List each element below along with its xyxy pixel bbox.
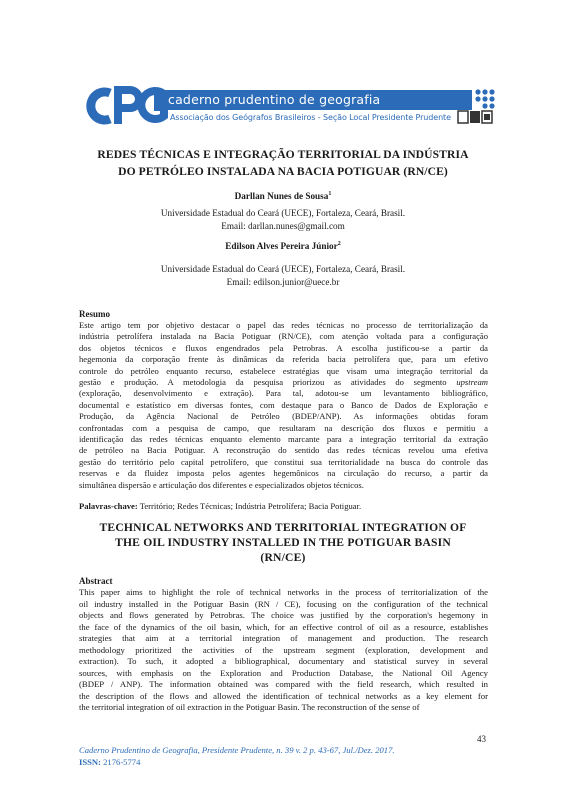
keywords-label: Palavras-chave: (79, 501, 138, 511)
abstract-body (79, 587, 488, 714)
keywords-text: Território; Redes Técnicas; Indústria Petrolífera; Bacia Potiguar. (139, 501, 362, 511)
abstract-line: objects and flows generated by Petrobras. The choice was justified by the corporation's hegemony in (79, 610, 488, 620)
agb-seal-icon (457, 110, 493, 124)
issn-value: 2176-5774 (100, 757, 141, 767)
keywords (79, 501, 361, 511)
resumo-line: Este artigo tem por objetivo destacar o papel das redes técnicas no processo de territorialização da (79, 320, 488, 330)
author-name (60, 241, 506, 251)
issn-label: ISSN: (79, 757, 101, 767)
resumo-line: documental e estatístico em diversas fontes, com destaque para o Banco de Dados de Exploração e (79, 399, 488, 410)
abstract-line: the face of the dynamics of the oil basin, which, for an effective control of oil as a resource, establishes (79, 621, 488, 632)
resumo-line: dos objetos técnicos e fluxos engendrados pela Petrobras. A escolha justificou-se a partir da (79, 342, 488, 353)
resumo-line: simultânea dispersão e articulação dos diferentes e especializados objetos técnicos. (79, 479, 364, 490)
author-footnote-marker: 2 (337, 241, 341, 247)
article-title-pt (60, 146, 506, 180)
abstract-line: methodology prioritized the activities of the upstream segment (exploration, development and (79, 644, 488, 655)
abstract-line: oil industry installed in the Potiguar Basin (RN / CE), focusing on the configuration of the technical (79, 598, 488, 609)
article-title-en (60, 520, 506, 565)
banner-subtitle: Associação dos Geógrafos Brasileiros - Seção Local Presidente Prudente (170, 113, 451, 122)
title-pt-line: REDES TÉCNICAS E INTEGRAÇÃO TERRITORIAL DA INDÚSTRIA (97, 148, 469, 161)
abstract-heading: Abstract (79, 576, 113, 586)
title-en-line: (RN/CE) (260, 551, 306, 564)
issn-line (79, 757, 140, 767)
resumo-line: identificação das redes técnicas enquanto elemento marcante para a integração territorial da extração (79, 434, 488, 445)
resumo-line: reservas e da fluidez imposta pelos agentes hegemônicos na circulação do recurso, a partir da (79, 468, 488, 479)
author-email: Email: darllan.nunes@gmail.com (221, 221, 345, 231)
title-en-line: TECHNICAL NETWORKS AND TERRITORIAL INTEGRATION OF (99, 521, 467, 534)
resumo-line: confrontadas com a pesquisa de campo, que resultaram na descrição dos fluxos e permitiu a (79, 422, 488, 433)
resumo-line: controle do petróleo enquanto recurso, estabelece estratégias que visam uma integração territorial da (79, 365, 488, 376)
author-affiliation (60, 263, 506, 289)
author-affiliation (60, 207, 506, 233)
affiliation-text: Universidade Estadual do Ceará (UECE), Fortaleza, Ceará, Brasil. (160, 208, 406, 218)
resumo-line: Produção, da Agência Nacional de Petróleo (BDEP/ANP). As informações obtidas foram (79, 411, 488, 422)
author-name-text: Edilson Alves Pereira Júnior (225, 241, 338, 252)
dots-icon (474, 88, 496, 110)
title-en-line: THE OIL INDUSTRY INSTALLED IN THE POTIGUAR BASIN (115, 536, 451, 549)
resumo-line: (exploração, desenvolvimento e extração). Para tal, adotou-se um levantamento bibliográfico, (79, 388, 488, 399)
abstract-line: the description of the flows and allowed the identification of technical networks as a key element for (79, 690, 488, 701)
banner-title: caderno prudentino de geografia (168, 92, 381, 107)
resumo-body (79, 320, 488, 491)
abstract-line: extraction). To such, it adopted a bibliographical, documentary and statistical survey in several (79, 656, 488, 666)
abstract-line: (BDEP / ANP). The information obtained was compared with the field research, which resulted in (79, 679, 488, 689)
resumo-heading: Resumo (79, 309, 110, 319)
resumo-line: gestão e produção. A metodologia da pesquisa priorizou as atividades do segmento upstream (79, 377, 488, 388)
author-name (60, 191, 506, 201)
title-pt-line: DO PETRÓLEO INSTALADA NA BACIA POTIGUAR (RN/CE) (118, 165, 448, 178)
abstract-line: This paper aims to highlight the role of technical networks in the process of territorialization of the (79, 587, 488, 597)
author-footnote-marker: 1 (328, 191, 332, 197)
resumo-line: de petróleo na Bacia Potiguar. A reconstrução do sentido das redes técnicas revelou uma efetiva (79, 445, 488, 456)
author-email: Email: edilson.junior@uece.br (226, 277, 340, 287)
affiliation-text: Universidade Estadual do Ceará (UECE), Fortaleza, Ceará, Brasil. (160, 264, 406, 274)
journal-header (84, 84, 484, 128)
abstract-line: strategies that aim at a territorial integration of management and production. The research (79, 633, 488, 643)
journal-citation: Caderno Prudentino de Geografia, Presidente Prudente, n. 39 v. 2 p. 43-67, Jul./Dez. 2017. (79, 745, 395, 755)
resumo-line: indústria petrolífera instalada na Bacia Potiguar (RN/CE), com atenção voltada para a configuração (79, 331, 488, 342)
author-name-text: Darllan Nunes de Sousa (234, 191, 329, 202)
abstract-line: sources, with emphasis on the Exploration and Production Database, the National Oil Agency (79, 667, 488, 678)
abstract-line: the territorial integration of oil extraction in the Potiguar Basin. The reconstruction of the sense of (79, 702, 420, 712)
page-number: 43 (477, 734, 486, 744)
resumo-line: hegemonia da corporação frente às dinâmicas da referida bacia petrolífera que, para um efetivo (79, 354, 488, 365)
resumo-line: gestão do território pelo capital petrolífero, que constitui sua territorialidade na busca do controle das (79, 456, 488, 467)
